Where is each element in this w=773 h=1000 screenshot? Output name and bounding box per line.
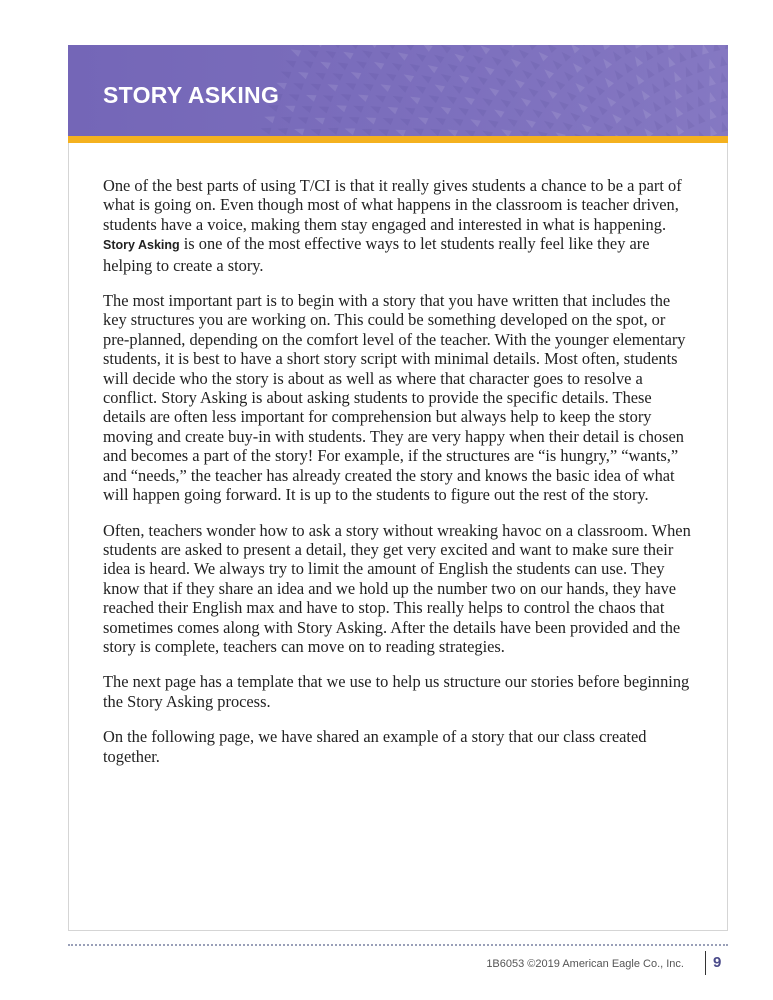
banner-facet xyxy=(336,105,347,112)
banner-facet xyxy=(596,86,605,96)
banner-facet xyxy=(413,128,424,135)
banner-facet xyxy=(571,45,580,54)
banner-facet xyxy=(418,117,429,124)
banner-facet xyxy=(286,60,297,67)
banner-facet xyxy=(602,45,611,50)
banner-facet xyxy=(446,96,457,104)
banner-facet xyxy=(592,47,601,57)
banner-facet xyxy=(643,109,652,119)
banner-facet xyxy=(496,78,506,87)
banner-facet xyxy=(410,97,421,105)
banner-facet xyxy=(410,64,420,72)
banner-facet xyxy=(489,88,499,97)
banner-facet xyxy=(547,90,557,99)
banner-facet xyxy=(294,129,305,136)
banner-facet xyxy=(353,106,364,113)
banner-facet xyxy=(636,75,645,85)
banner-facet xyxy=(293,83,304,90)
banner-facet xyxy=(423,106,434,114)
banner-facet xyxy=(532,109,542,118)
banner-facet xyxy=(721,72,728,83)
banner-facet xyxy=(570,113,580,122)
paragraph-2: The most important part is to begin with a story that you have written that includes the key structures you are working on. This could be something developed on the spot, or pre-planned, depending on the comfort level of the teacher. With the younger elementary students, it is best to have a short story script with minimal details. Most often, students will decide who the story is about as well as where that character goes to resolve a conflict. Story Asking is about asking students to provide the specific details. These details are often less important for comprehension but always help to keep the story moving and create buy-in with students. They are very happy when their detail is chosen and becomes a part of the story! For example, if the structures are “is hungry,” “wants,” and “needs,” the teacher has already created the story and knows the basic idea of what will happen going forward. It is up to the students to figure out the rest of the story. xyxy=(103,291,686,505)
banner-facet xyxy=(540,100,550,109)
banner-facet xyxy=(458,108,469,116)
banner-facet xyxy=(488,120,499,128)
banner-facet xyxy=(664,95,672,106)
page-number: 9 xyxy=(713,954,722,971)
banner-facet xyxy=(308,50,319,58)
banner-facet xyxy=(281,117,292,124)
banner-facet xyxy=(310,84,321,91)
banner-facet xyxy=(346,83,357,90)
banner-facet xyxy=(429,95,440,103)
banner-facet xyxy=(575,83,585,93)
banner-facet xyxy=(404,74,415,82)
banner-facet xyxy=(553,60,563,70)
banner-facet xyxy=(511,59,521,68)
article-body xyxy=(103,176,693,782)
banner-facet xyxy=(584,74,593,84)
banner-facet xyxy=(607,97,616,107)
banner-facet xyxy=(447,64,457,72)
banner-facet xyxy=(380,84,391,92)
banner-facet xyxy=(623,45,631,55)
banner-facet xyxy=(652,83,660,93)
banner-facet xyxy=(503,68,513,77)
banner-facet xyxy=(573,63,582,73)
paragraph-1-lead: One of the best parts of using T/CI is that it really gives students a chance to be a part of what is going on. Even though most of what happens in the classroom is teacher driven, students have a voice, making them stay engaged and interested in what is happening. xyxy=(103,176,682,234)
banner-facet xyxy=(363,84,374,92)
banner-facet xyxy=(644,128,653,136)
banner-facet xyxy=(634,45,642,49)
banner-facet xyxy=(422,45,432,52)
banner-facet xyxy=(603,59,612,69)
banner-facet xyxy=(264,116,275,123)
banner-facet xyxy=(277,128,288,135)
banner-facet xyxy=(435,118,446,126)
banner-facet xyxy=(559,101,569,110)
banner-facet xyxy=(362,50,373,58)
banner-facet xyxy=(261,128,272,135)
banner-facet xyxy=(378,129,389,136)
banner-facet xyxy=(306,95,317,102)
paragraph-4: The next page has a template that we use to help us structure our stories before beginning the Story Asking process. xyxy=(103,672,690,711)
banner-facet xyxy=(697,62,704,73)
banner-facet xyxy=(528,88,538,97)
banner-facet xyxy=(314,118,325,125)
banner-facet xyxy=(720,56,727,67)
banner-facet xyxy=(501,99,511,108)
banner-facet xyxy=(653,102,662,112)
banner-facet xyxy=(686,84,693,95)
banner-facet xyxy=(298,117,309,124)
page-title: STORY ASKING xyxy=(103,82,280,108)
banner-facet xyxy=(298,72,309,79)
banner-facet xyxy=(492,57,502,66)
banner-facet xyxy=(388,107,399,114)
banner-facet xyxy=(698,96,705,107)
banner-facet xyxy=(398,85,409,93)
story-asking-term: Story Asking xyxy=(103,238,180,253)
banner-facet xyxy=(435,85,445,93)
banner-facet xyxy=(326,51,337,59)
banner-facet xyxy=(710,109,717,120)
banner-facet xyxy=(392,63,402,71)
banner-facet xyxy=(430,129,441,136)
banner-facet xyxy=(314,45,325,47)
banner-facet xyxy=(507,119,517,127)
banner-facet xyxy=(633,117,642,127)
banner-facet xyxy=(567,92,577,101)
banner-facet xyxy=(311,129,322,136)
banner-facet xyxy=(331,45,342,48)
banner-facet xyxy=(302,106,313,113)
banner-facet xyxy=(494,110,504,118)
banner-facet xyxy=(580,45,589,46)
banner-facet xyxy=(698,79,705,90)
banner-facet xyxy=(631,98,640,108)
banner-facet xyxy=(686,67,693,78)
banner-facet xyxy=(675,89,683,100)
banner-facet xyxy=(587,94,597,104)
banner-facet xyxy=(663,77,671,88)
banner-facet xyxy=(459,75,469,84)
header-gold-stripe xyxy=(68,136,728,143)
banner-facet xyxy=(616,89,625,99)
banner-facet xyxy=(393,96,404,104)
banner-facet xyxy=(612,114,622,124)
banner-facet xyxy=(665,113,673,123)
banner-facet xyxy=(702,45,709,55)
banner-facet xyxy=(375,95,386,102)
banner-facet xyxy=(721,89,728,100)
banner-facet xyxy=(598,106,608,116)
banner-facet xyxy=(281,72,292,79)
banner-facet xyxy=(624,125,634,135)
banner-facet xyxy=(536,79,546,88)
banner-facet xyxy=(515,79,525,88)
banner-facet xyxy=(296,45,307,46)
banner-facet xyxy=(383,118,394,125)
banner-facet xyxy=(635,56,643,66)
banner-facet xyxy=(345,128,356,135)
banner-facet xyxy=(358,95,369,102)
banner-facet xyxy=(539,52,549,62)
banner-facet xyxy=(453,86,464,94)
banner-facet xyxy=(657,45,665,55)
banner-facet xyxy=(349,45,360,49)
banner-facet xyxy=(398,52,408,60)
banner-facet xyxy=(285,106,296,113)
banner-facet xyxy=(362,129,373,136)
banner-facet xyxy=(343,52,354,60)
banner-facet xyxy=(721,105,728,116)
banner-facet xyxy=(477,76,487,85)
banner-facet xyxy=(470,119,481,127)
banner-facet xyxy=(722,122,728,133)
banner-facet xyxy=(563,122,573,131)
banner-facet xyxy=(604,123,614,132)
banner-facet xyxy=(328,128,339,135)
banner-facet xyxy=(654,120,663,130)
banner-facet xyxy=(341,94,352,101)
banner-facet xyxy=(338,63,349,71)
banner-facet xyxy=(556,81,566,90)
banner-facet xyxy=(434,55,444,63)
banner-facet xyxy=(710,92,717,103)
paragraph-1 xyxy=(103,176,693,275)
banner-facet xyxy=(332,73,343,80)
footer-divider xyxy=(705,951,706,975)
banner-facet xyxy=(582,124,592,133)
banner-facet xyxy=(386,74,397,82)
banner-facet xyxy=(680,52,687,63)
banner-facet xyxy=(484,67,494,76)
banner-facet xyxy=(527,45,537,50)
banner-facet xyxy=(615,70,624,80)
banner-facet xyxy=(544,121,554,130)
banner-facet xyxy=(668,57,675,68)
banner-facet xyxy=(709,59,716,70)
banner-facet xyxy=(668,45,675,50)
banner-facet xyxy=(564,72,574,82)
paragraph-3: Often, teachers wonder how to ask a story without wreaking havoc on a classroom. When students are asked to present a detail, they get very excited and want to make sure their idea is heard. We always try to limit the amount of English the students can use. They know that if they share an idea and we hold up the number two on our hands, they have reached their English max and have to stop. This really helps to control the chaos that sometimes comes along with Story Asking. After the details have been provided and the story is complete, teachers can move on to reading strategies. xyxy=(103,520,691,656)
banner-facet xyxy=(404,45,414,51)
banner-facet xyxy=(416,86,427,94)
paragraph-1-tail: is one of the most effective ways to let students really feel like they are helping to create a story. xyxy=(103,234,650,275)
banner-facet xyxy=(405,108,416,115)
banner-facet xyxy=(582,55,591,65)
paragraph-5: On the following page, we have shared an example of a story that our class created together. xyxy=(103,727,647,766)
banner-facet xyxy=(501,129,512,136)
banner-facet xyxy=(380,51,391,59)
banner-facet xyxy=(562,52,572,62)
banner-facet xyxy=(368,73,379,81)
banner-facet xyxy=(605,78,614,88)
banner-facet xyxy=(674,72,682,83)
banner-facet xyxy=(590,115,600,124)
banner-facet xyxy=(642,90,651,100)
banner-facet xyxy=(714,45,721,52)
banner-facet xyxy=(613,51,622,61)
banner-facet xyxy=(500,47,510,56)
banner-facet xyxy=(710,126,717,136)
banner-facet xyxy=(675,107,683,118)
banner-facet xyxy=(530,61,540,70)
banner-facet xyxy=(332,117,343,124)
banner-facet xyxy=(356,61,367,69)
banner-facet xyxy=(386,45,396,49)
banner-facet xyxy=(725,45,728,49)
banner-facet xyxy=(687,119,695,130)
banner-facet xyxy=(315,73,326,80)
banner-facet xyxy=(370,106,381,113)
banner-facet xyxy=(328,84,339,91)
banner-facet xyxy=(462,45,472,53)
banner-facet xyxy=(519,50,529,59)
banner-facet xyxy=(466,65,476,74)
banner-facet xyxy=(319,107,330,114)
banner-facet xyxy=(544,69,554,79)
banner-facet xyxy=(687,101,695,112)
banner-facet xyxy=(647,68,655,79)
banner-facet xyxy=(526,120,536,129)
banner-facet xyxy=(578,103,588,112)
banner-facet xyxy=(521,98,531,107)
banner-facet xyxy=(428,65,438,73)
banner-facet xyxy=(303,61,314,68)
banner-facet xyxy=(480,45,490,54)
banner-facet xyxy=(453,119,464,127)
banner-facet xyxy=(320,62,331,69)
banner-facet xyxy=(374,62,385,70)
banner-facet xyxy=(622,106,631,116)
banner-facet xyxy=(351,72,362,80)
banner-facet xyxy=(547,45,557,53)
banner-facet xyxy=(482,98,492,106)
banner-facet xyxy=(471,87,481,95)
banner-facet xyxy=(679,45,686,46)
banner-facet xyxy=(626,82,635,92)
banner-facet xyxy=(349,117,360,124)
banner-facet xyxy=(366,118,377,125)
banner-facet xyxy=(551,111,561,120)
banner-facet xyxy=(291,49,302,57)
banner-facet xyxy=(698,113,705,124)
banner-facet xyxy=(514,108,524,117)
banner-facet xyxy=(646,50,654,61)
banner-facet xyxy=(473,55,483,64)
banner-facet xyxy=(657,62,665,73)
banner-facet xyxy=(709,75,716,86)
banner-facet xyxy=(594,66,603,76)
banner-facet xyxy=(508,89,518,98)
banner-facet xyxy=(421,75,431,83)
banner-facet xyxy=(454,54,464,63)
banner-facet xyxy=(368,45,378,48)
banner-facet xyxy=(691,48,698,59)
banner-facet xyxy=(464,97,475,105)
banner-facet xyxy=(676,125,684,135)
footer-dotted-rule xyxy=(68,944,728,946)
banner-facet xyxy=(441,45,451,54)
banner-facet xyxy=(508,45,518,48)
banner-facet xyxy=(323,95,334,102)
banner-facet xyxy=(400,119,411,126)
banner-facet xyxy=(476,109,487,117)
banner-facet xyxy=(441,74,451,82)
banner-facet xyxy=(416,54,426,62)
banner-facet xyxy=(289,94,300,101)
banner-facet xyxy=(625,63,634,73)
banner-facet xyxy=(441,107,452,115)
banner-facet xyxy=(522,70,532,79)
footer-copyright: 1B6053 ©2019 American Eagle Co., Inc. xyxy=(486,958,684,970)
